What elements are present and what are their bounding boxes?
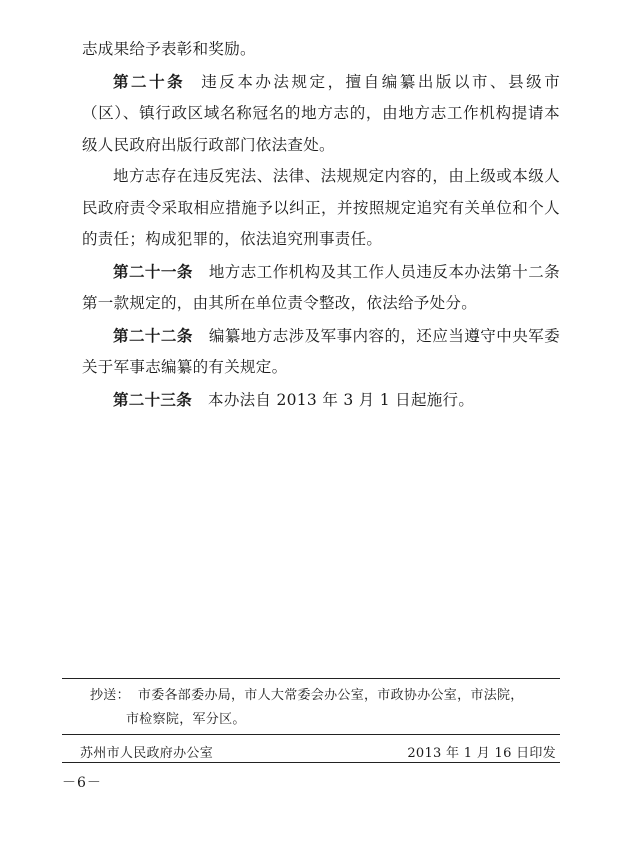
article-20-paragraph-2	[82, 161, 560, 256]
issuer-bottom-divider	[62, 762, 560, 763]
paragraph-continuation	[82, 34, 560, 66]
cc-recipients-2: 市检察院，军分区。	[126, 712, 246, 727]
cc-top-divider	[62, 678, 560, 679]
article-number: 第二十条	[113, 71, 186, 91]
issuer: 苏州市人民政府办公室	[80, 746, 214, 761]
paragraph-text: 地方志存在违反宪法、法律、法规规定内容的，由上级或本级人民政府责令采取相应措施予以纠正，并按照规定追究有关单位和个人的责任；构成犯罪的，依法追究刑事责任。	[82, 167, 560, 248]
article-number: 第二十二条	[113, 325, 193, 345]
body-text	[82, 34, 560, 416]
article-22	[82, 320, 560, 384]
cc-label: 抄送：	[90, 688, 130, 703]
cc-line-1	[90, 684, 560, 708]
issuer-top-divider	[62, 734, 560, 735]
paragraph-text: 志成果给予表彰和奖励。	[82, 40, 256, 58]
print-date: 2013 年 1 月 16 日印发	[407, 746, 556, 761]
paragraph-text: 违反本办法规定，擅自编纂出版以市、县级市（区）、镇行政区域名称冠名的地方志的，由地方志工作机构提请本级人民政府出版行政部门依法查处。	[82, 72, 560, 154]
article-23	[82, 384, 560, 417]
paragraph-text: 本办法自 2013 年 3 月 1 日起施行。	[208, 390, 475, 409]
cc-block	[90, 684, 560, 732]
cc-recipients-1: 市委各部委办局，市人大常委会办公室，市政协办公室，市法院，	[137, 688, 524, 703]
paragraph-text: 地方志工作机构及其工作人员违反本办法第十二条第一款规定的，由其所在单位责令整改，依法给予处分。	[82, 262, 560, 312]
article-21	[82, 256, 560, 320]
paragraph-text: 编纂地方志涉及军事内容的，还应当遵守中央军委关于军事志编纂的有关规定。	[82, 326, 560, 376]
cc-line-2	[90, 708, 560, 732]
article-number: 第二十一条	[113, 261, 193, 281]
article-number: 第二十三条	[113, 389, 193, 409]
page-number: －6－	[62, 775, 102, 791]
article-20	[82, 66, 560, 162]
